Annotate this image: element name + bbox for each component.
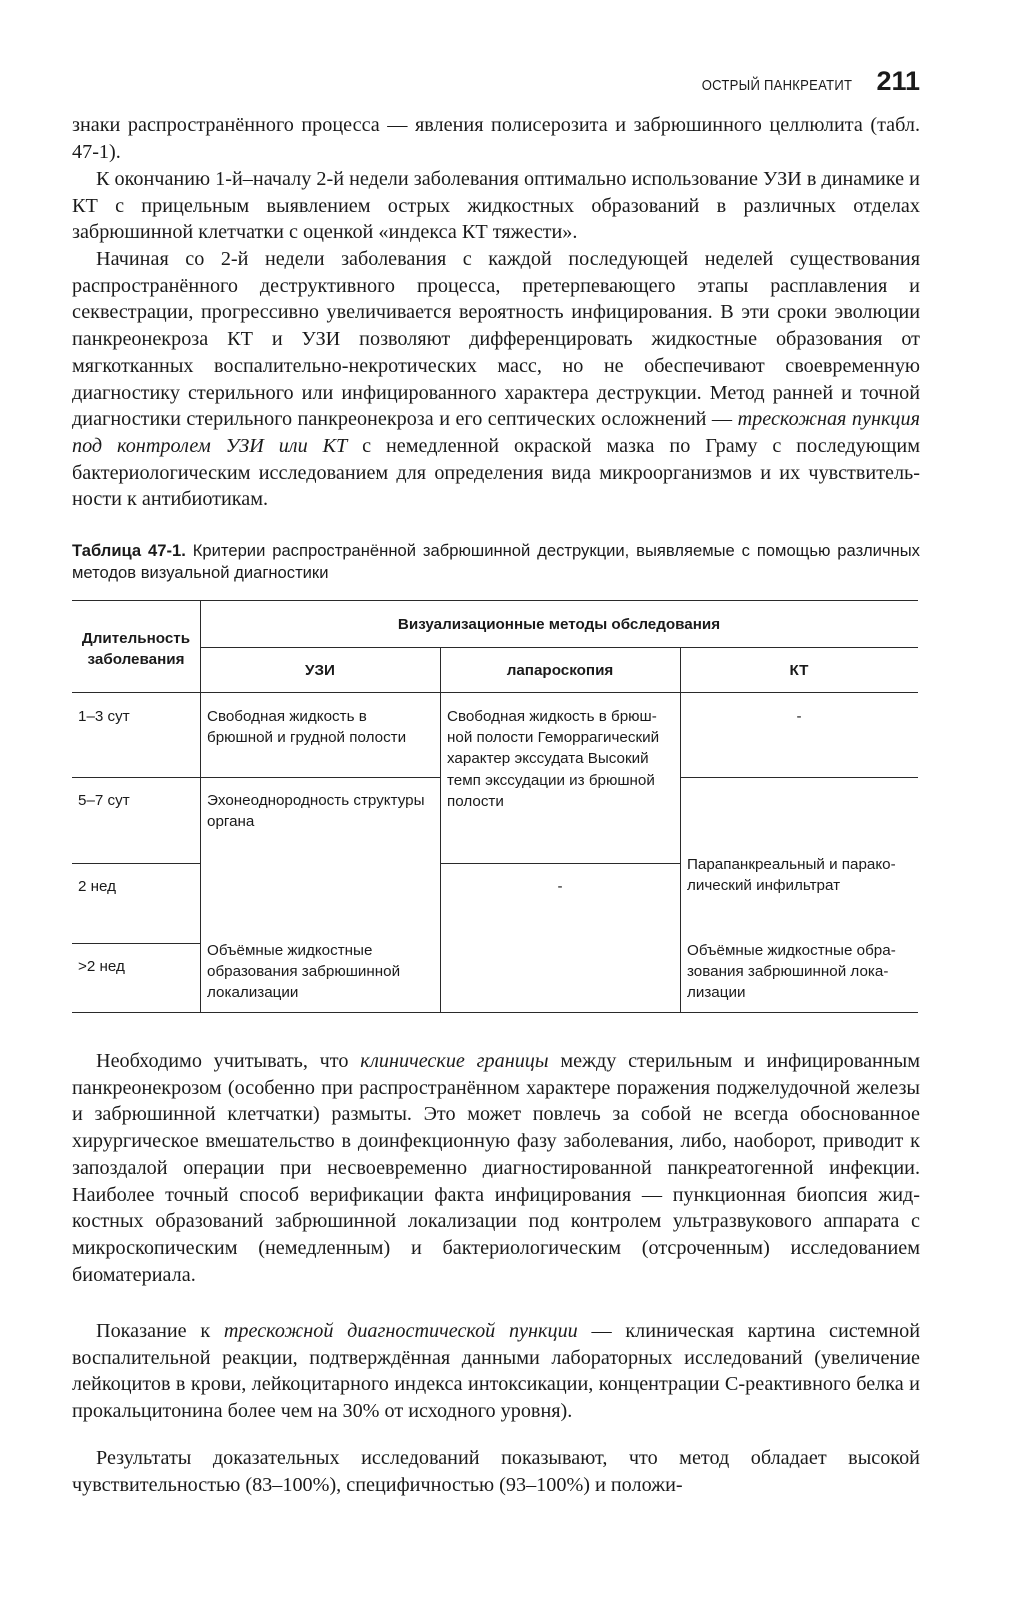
table-vline-2 [440,647,441,1012]
table-rule-top [72,600,918,601]
cell-lap-1: Свободная жидкость в брюшной полости Геморрагический характер экссудата Высокий темп экссудации из брюшной полости [447,708,660,810]
table-rule-bottom [72,1012,918,1013]
header-laparoscopy: лапароскопия [506,662,614,679]
table-vline-1 [200,600,201,1012]
table-rule-row3-duration [72,943,200,944]
table-rule-row1 [72,777,440,778]
table-rule-row1-kt [680,777,918,778]
text-run: К окончанию 1-й–началу 2-й недели заболевания оптимально использование УЗИ в динамике и КТ с прицельным выявлением острых жидкостных образований в различных отделах забрюшинной клетчатки с оценкой «индекса КТ тяжести». [72,168,920,244]
cell-uzi-1: Свободная жидкость в брюшной и грудной полости [207,708,407,747]
paragraph-puncture-indication [72,1318,920,1425]
italic-term: клинические границы [360,1050,549,1072]
table-caption-text: Критерии распространённой забрюшинной деструкции, выявляемые с помощью различных методов визуальной диагностики [72,541,920,582]
cell-kt-4: Объёмные жидкостные образования забрюшинной локализации [687,942,896,1002]
row-duration-2: 5–7 сут [78,792,130,809]
row-duration-1: 1–3 сут [78,708,130,725]
row-duration-3: 2 нед [78,878,117,895]
table-vline-3 [680,647,681,1012]
text-run: между стерильным и инфицированным панкреонекрозом (особенно при распространённом характере поражения поджелудочной железы и забрюшинной клетчатки) размыты. Это может повлечь за собой не всегда обоснованное хирургическое вмешательство в доинфекционную фазу заболевания, либо, наоборот, приводит к запоздалой операции при несвоевременно диагностированной панкреатогенной инфекции. Наиболее точный способ верификации факта инфицирования — пункционная биопсия жидкостных образований забрюшинной локализации под контролем ультразвукового аппарата с микроскопическим (немедленным) и бактериологическим (отсроченным) исследованием биоматериала. [72,1050,921,1286]
text-run: Необходимо учитывать, что [96,1050,361,1072]
header-kt: КТ [789,662,809,679]
cell-kt-3: Парапанкреальный и параколический инфильтрат [687,856,896,895]
italic-term: трескожная пункция под контролем УЗИ или КТ [72,408,920,457]
row-duration-4: >2 нед [78,958,125,975]
paragraph-clinical-boundaries [72,1048,920,1288]
paragraph-evidence-results [72,1445,920,1498]
table-rule-header-bottom [72,692,918,693]
text-run: с немедленной окраской мазка по Граму с последующим бактериологическим исследованием для определения вида микроорганизмов и их чувствительности к антибиотикам. [72,434,920,511]
cell-kt-1: - [796,708,802,725]
cell-uzi-2: Эхонеоднородность структуры органа [207,792,425,831]
header-methods: Визуализационные методы обследования [397,616,721,633]
table-rule-row2-duration [72,863,200,864]
table-rule-header-mid [200,647,918,648]
header-uzi: УЗИ [305,662,335,679]
text-run: Показание к [96,1320,224,1342]
text-run: Результаты доказательных исследований показывают, что метод обладает высокой чувствительностью (83–100%), специфичностью (93–100%) и положи- [72,1447,920,1496]
text-run: знаки распространённого процесса — явления полисерозита и забрюшинного целлюлита (табл. 47-1). [72,114,920,163]
running-head-title: ОСТРЫЙ ПАНКРЕАТИТ [701,78,853,94]
cell-lap-3: - [557,878,563,895]
table-rule-row2-lap [440,863,680,864]
italic-term: трескожной диагностической пункции [223,1320,578,1342]
text-run: Начиная со 2-й недели заболевания с каждой последующей неделей существования распространённого деструктивного процесса, претерпевающего этапы расплавления и секвестрации, прогрессивно увеличивается вероятность инфицирования. В эти сроки эволюции панкреонекроза КТ и УЗИ позволяют дифференцировать жидкостные образования от мягкотканных воспалительно-некротических масс, но не обеспечивают своевременную диагностику стерильного или инфицированного характера деструкции. Метод ранней и точной диагностики стерильного панкреонекроза и его септических осложнений — [72,248,920,431]
table-caption-label: Таблица 47-1. [72,541,186,560]
cell-uzi-4: Объёмные жидкостные образования забрюшинной локализации [207,942,401,1002]
text-run: — клиническая картина системной воспалительной реакции, подтверждённая данными лабораторных исследований (увеличение лейкоцитов в крови, лейкоцитарного индекса интоксикации, концентрации С-реактивного белка и прокальцитонина более чем на 30% от исходного уровня). [72,1320,921,1423]
page-number: 211 [876,66,920,96]
header-duration: Длительность заболевания [81,630,191,669]
